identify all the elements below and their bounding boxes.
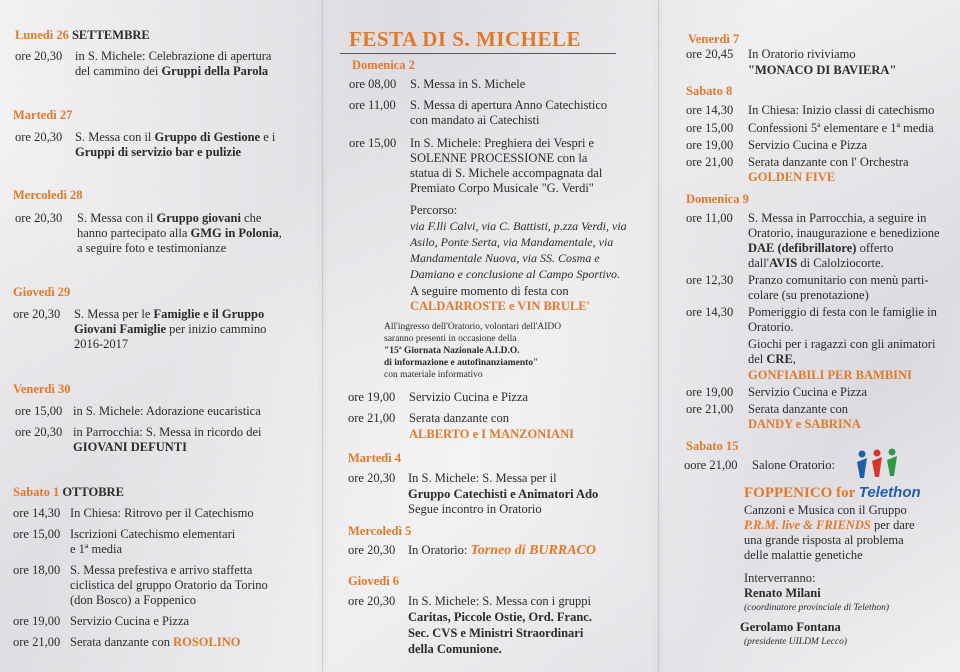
event-text: della Comunione. — [408, 642, 502, 656]
event-highlight: DANDY e SABRINA — [748, 417, 861, 431]
event-text: Servizio Cucina e Pizza — [748, 138, 868, 152]
time-label: ore 19,00 — [348, 390, 396, 404]
time-label: oore 21,00 — [684, 458, 738, 472]
speaker-name: Gerolamo Fontana — [740, 620, 841, 634]
event-text: colare (su prenotazione) — [748, 288, 869, 302]
event-text: Serata danzante con — [409, 411, 509, 425]
time-label: ore 20,30 — [15, 211, 63, 225]
time-label: ore 21,00 — [686, 402, 734, 416]
aido-note: All'ingresso dell'Oratorio, volontari dell'AIDO — [384, 322, 562, 332]
day-heading: Lunedì 26 SETTEMBRE — [15, 28, 150, 42]
event-text: P.R.M. live & FRIENDS per dare — [744, 518, 915, 532]
event-text: Gruppo Catechisti e Animatori Ado — [408, 487, 599, 501]
middle-panel — [322, 0, 658, 672]
event-text: Pomeriggio di festa con le famiglie in — [748, 305, 937, 319]
event-highlight: GOLDEN FIVE — [748, 170, 836, 184]
event-text: Oratorio. — [748, 320, 794, 334]
event-text: Serata danzante con l' Orchestra — [748, 155, 909, 169]
route-text: Asilo, Ponte Serta, via Mandamentale, via — [410, 235, 614, 249]
event-text: In Chiesa: Ritrovo per il Catechismo — [70, 506, 254, 520]
event-highlight: ALBERTO e I MANZONIANI — [409, 427, 574, 441]
event-text: S. Messa per le Famiglie e il Gruppo — [74, 307, 265, 321]
event-text: in S. Michele: Celebrazione di apertura — [75, 49, 272, 63]
speaker-role: (presidente UILDM Lecco) — [744, 637, 848, 647]
event-text: Oratorio, inaugurazione e benedizione — [748, 226, 940, 240]
time-label: ore 21,00 — [686, 155, 734, 169]
event-text: In S. Michele: S. Messa per il — [408, 471, 557, 485]
event-text: Serata danzante con — [748, 402, 848, 416]
event-text: GIOVANI DEFUNTI — [73, 440, 188, 454]
time-label: ore 19,00 — [13, 614, 61, 628]
time-label: ore 20,30 — [348, 543, 396, 557]
event-text: In Chiesa: Inizio classi di catechismo — [748, 103, 935, 117]
event-text: In S. Michele: Preghiera dei Vespri e — [410, 136, 595, 150]
event-text: 2016-2017 — [74, 337, 129, 351]
right-panel — [658, 0, 960, 672]
time-label: ore 19,00 — [686, 385, 734, 399]
telethon-wordmark: Telethon — [858, 484, 921, 501]
event-text: S. Messa prefestiva e arrivo staffetta — [70, 563, 253, 577]
left-panel — [0, 0, 322, 672]
event-text: del cammino dei Gruppi della Parola — [75, 64, 269, 78]
event-text: del CRE, — [748, 352, 796, 366]
time-label: ore 20,45 — [686, 47, 734, 61]
event-text: una grande risposta al problema — [744, 533, 904, 547]
time-label: ore 20,30 — [15, 130, 63, 144]
event-text: e 1ª media — [70, 542, 123, 556]
time-label: ore 12,30 — [686, 273, 734, 287]
day-heading: Giovedì 29 — [13, 285, 71, 299]
event-text: Servizio Cucina e Pizza — [70, 614, 190, 628]
day-heading: Martedì 4 — [348, 451, 402, 465]
aido-note: "15ª Giornata Nazionale A.I.D.O. — [384, 346, 520, 356]
event-text: Servizio Cucina e Pizza — [748, 385, 868, 399]
event-text: SOLENNE PROCESSIONE con la — [410, 151, 588, 165]
event-text: delle malattie genetiche — [744, 548, 863, 562]
time-label: ore 19,00 — [686, 138, 734, 152]
day-heading: Giovedì 6 — [348, 574, 400, 588]
event-text: Caritas, Piccole Ostie, Ord. Franc. — [408, 610, 592, 624]
event-text: "MONACO DI BAVIERA" — [748, 63, 897, 77]
time-label: ore 14,30 — [13, 506, 61, 520]
event-text: dall'AVIS di Calolziocorte. — [748, 256, 884, 270]
time-label: ore 20,30 — [348, 594, 396, 608]
event-text: Premiato Corpo Musicale "G. Verdi" — [410, 181, 594, 195]
event-text: Giochi per i ragazzi con gli animatori — [748, 337, 936, 351]
event-text: Salone Oratorio: — [752, 458, 835, 472]
time-label: ore 11,00 — [686, 211, 733, 225]
aido-note: di informazione e autofinanziamento" — [384, 358, 539, 368]
aido-note: saranno presenti in occasione della — [384, 334, 517, 344]
page-title: FESTA DI S. MICHELE — [349, 27, 581, 51]
time-label: ore 18,00 — [13, 563, 61, 577]
event-text: In Oratorio riviviamo — [748, 47, 856, 61]
day-heading: Sabato 1 OTTOBRE — [13, 485, 124, 499]
event-text: S. Messa di apertura Anno Catechistico — [410, 98, 608, 112]
event-text: con mandato ai Catechisti — [410, 113, 540, 127]
telethon-figures-icon — [854, 448, 902, 480]
event-text: Canzoni e Musica con il Gruppo — [744, 503, 907, 517]
event-text: S. Messa con il Gruppo giovani che — [77, 211, 262, 225]
route-text: Damiano e conclusione al Campo Sportivo. — [410, 267, 620, 281]
event-text: Servizio Cucina e Pizza — [409, 390, 529, 404]
event-text: statua di S. Michele accompagnata dal — [410, 166, 603, 180]
time-label: ore 15,00 — [13, 527, 61, 541]
event-text: in S. Michele: Adorazione eucaristica — [73, 404, 261, 418]
event-text: Sec. CVS e Ministri Straordinari — [408, 626, 584, 640]
speaker-name: Renato Milani — [744, 586, 821, 600]
foppenico-for: FOPPENICO for Telethon — [744, 484, 921, 501]
time-label: ore 20,30 — [15, 49, 63, 63]
route-text: via F.lli Calvi, via C. Battisti, p.zza Verdi, via — [410, 219, 627, 233]
speaker-role: (coordinatore provinciale di Telethon) — [744, 603, 890, 613]
event-text: Confessioni 5ª elementare e 1ª media — [748, 121, 934, 135]
event-text: (don Bosco) a Foppenico — [70, 593, 197, 607]
event-highlight: GONFIABILI PER BAMBINI — [748, 368, 912, 382]
route-text: Mandamentale Nuova, via SS. Cosma e — [410, 251, 600, 265]
time-label: ore 21,00 — [348, 411, 396, 425]
event-text: Serata danzante con ROSOLINO — [70, 635, 241, 649]
event-text: Iscrizioni Catechismo elementari — [70, 527, 236, 541]
event-text: DAE (defibrillatore) offerto — [748, 241, 894, 255]
event-text: S. Messa in Parrocchia, a seguire in — [748, 211, 927, 225]
time-label: ore 08,00 — [349, 77, 397, 91]
day-heading: Mercoledì 28 — [13, 188, 83, 202]
time-label: ore 20,30 — [13, 307, 61, 321]
day-heading: Martedì 27 — [13, 108, 73, 122]
event-text: S. Messa con il Gruppo di Gestione e i — [75, 130, 276, 144]
time-label: ore 20,30 — [15, 425, 63, 439]
time-label: ore 15,00 — [349, 136, 397, 150]
day-heading: Venerdì 30 — [13, 382, 71, 396]
speakers-label: Interverranno: — [744, 571, 816, 585]
time-label: ore 21,00 — [13, 635, 61, 649]
day-heading: Sabato 8 — [686, 84, 733, 98]
event-text: Pranzo comunitario con menù parti- — [748, 273, 929, 287]
event-text: A seguire momento di festa con — [410, 284, 569, 298]
time-label: ore 15,00 — [15, 404, 63, 418]
time-label: ore 14,30 — [686, 305, 734, 319]
day-heading: Sabato 15 — [686, 439, 739, 453]
event-text: S. Messa in S. Michele — [410, 77, 526, 91]
event-text: Gruppi di servizio bar e pulizie — [75, 145, 242, 159]
event-text: a seguire foto e testimonianze — [77, 241, 227, 255]
time-label: ore 15,00 — [686, 121, 734, 135]
event-text: in Parrocchia: S. Messa in ricordo dei — [73, 425, 262, 439]
event-text: Segue incontro in Oratorio — [408, 502, 542, 516]
day-heading: Domenica 2 — [352, 58, 415, 72]
route-label: Percorso: — [410, 203, 458, 217]
event-text: In S. Michele: S. Messa con i gruppi — [408, 594, 591, 608]
day-heading: Venerdì 7 — [688, 32, 740, 46]
event-text: hanno partecipato alla GMG in Polonia, — [77, 226, 282, 240]
aido-note: con materiale informativo — [384, 370, 483, 380]
event-text: In Oratorio: Torneo di BURRACO — [408, 543, 596, 558]
event-text: ciclistica del gruppo Oratorio da Torino — [70, 578, 268, 592]
time-label: ore 14,30 — [686, 103, 734, 117]
title-underline — [340, 53, 616, 54]
event-highlight: CALDARROSTE e VIN BRULE' — [410, 299, 591, 313]
event-text: Giovani Famiglie per inizio cammino — [74, 322, 267, 336]
day-heading: Domenica 9 — [686, 192, 749, 206]
telethon-logo — [854, 448, 902, 485]
day-heading: Mercoledì 5 — [348, 524, 412, 538]
time-label: ore 20,30 — [348, 471, 396, 485]
time-label: ore 11,00 — [349, 98, 396, 112]
